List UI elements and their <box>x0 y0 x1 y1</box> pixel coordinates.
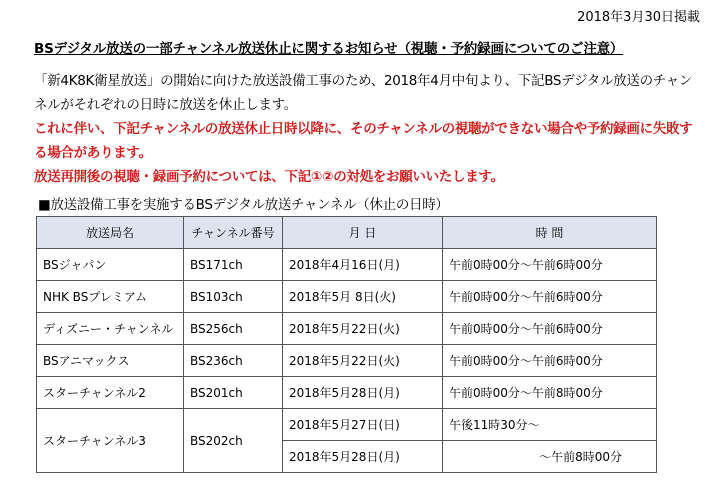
cell-station: スターチャンネル3 <box>37 409 184 473</box>
cell-time: 午前0時00分～午前6時00分 <box>443 281 657 313</box>
cell-channel: BS202ch <box>184 409 283 473</box>
table-header-row <box>37 217 657 249</box>
cell-time: 午前0時00分～午前6時00分 <box>443 345 657 377</box>
cell-time: 午前0時00分～午前6時00分 <box>443 313 657 345</box>
cell-channel: BS256ch <box>184 313 283 345</box>
cell-station: ディズニー・チャンネル <box>37 313 184 345</box>
header-date: 月 日 <box>283 217 443 249</box>
section-heading: ■放送設備工事を実施するBSデジタル放送チャンネル（休止の日時） <box>38 197 449 213</box>
cell-channel: BS201ch <box>184 377 283 409</box>
cell-date: 2018年5月 8日(火) <box>283 281 443 313</box>
table-row <box>37 409 657 441</box>
table-row <box>37 249 657 281</box>
cell-station: NHK BSプレミアム <box>37 281 184 313</box>
posted-date: 2018年3月30日掲載 <box>577 10 700 25</box>
cell-channel: BS236ch <box>184 345 283 377</box>
table-row <box>37 281 657 313</box>
header-channel: チャンネル番号 <box>184 217 283 249</box>
cell-date: 2018年5月27日(日) <box>283 409 443 441</box>
cell-channel: BS171ch <box>184 249 283 281</box>
cell-station: スターチャンネル2 <box>37 377 184 409</box>
cell-station: BSアニマックス <box>37 345 184 377</box>
cell-date: 2018年5月28日(月) <box>283 377 443 409</box>
intro-paragraph: 「新4K8K衛星放送」の開始に向けた放送設備工事のため、2018年4月中旬より、下記BSデジタル放送のチャンネルがそれぞれの日時に放送を休止します。 <box>34 73 692 113</box>
instruction-paragraph: 放送再開後の視聴・録画予約については、下記①②の対処をお願いいたします。 <box>34 169 504 185</box>
warning-paragraph: これに伴い、下記チャンネルの放送休止日時以降に、そのチャンネルの視聴ができない場合や予約録画に失敗する場合があります。 <box>34 121 693 161</box>
cell-date: 2018年5月28日(月) <box>283 441 443 473</box>
table-row <box>37 313 657 345</box>
cell-time: 午前0時00分～午前6時00分 <box>443 249 657 281</box>
cell-station: BSジャパン <box>37 249 184 281</box>
cell-date: 2018年4月16日(月) <box>283 249 443 281</box>
table-row <box>37 345 657 377</box>
header-time: 時 間 <box>443 217 657 249</box>
table-row <box>37 377 657 409</box>
cell-date: 2018年5月22日(火) <box>283 313 443 345</box>
header-station: 放送局名 <box>37 217 184 249</box>
cell-time: 午前0時00分～午前8時00分 <box>443 377 657 409</box>
channel-table <box>36 216 657 473</box>
cell-channel: BS103ch <box>184 281 283 313</box>
cell-date: 2018年5月22日(火) <box>283 345 443 377</box>
cell-time: 午後11時30分～ <box>443 409 657 441</box>
cell-time: ～午前8時00分 <box>443 441 657 473</box>
page-title: BSデジタル放送の一部チャンネル放送休止に関するお知らせ（視聴・予約録画についてのご注意） <box>34 41 624 57</box>
